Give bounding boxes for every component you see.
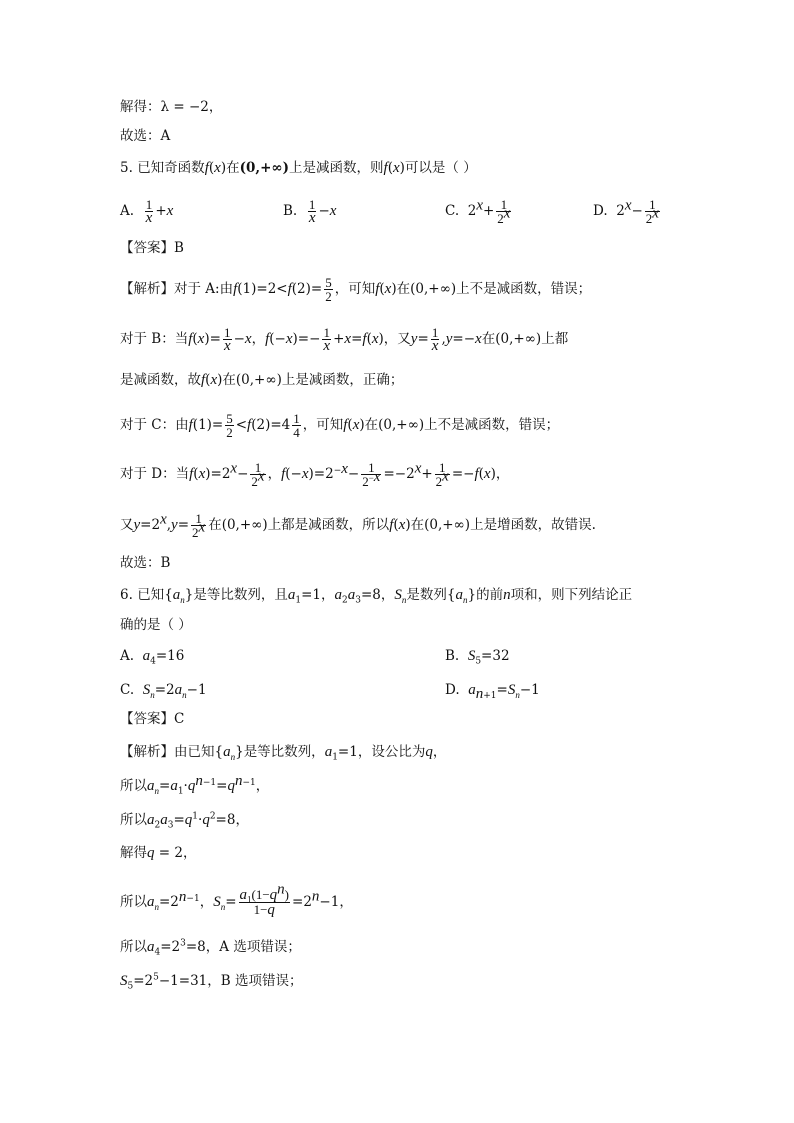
option-d: D. $a_{n+1}=S_n-1$ xyxy=(445,682,540,702)
analysis-line: 对于 D：当$f(x)=2^x-$ $\frac{1}{2^x}$ ，$f(-x)=2^{-x}-$ $\frac{1}{2^{-x}}$ $=-2^x+$ $\frac{1}{2^x}$ =−f(x)， xyxy=(120,460,510,489)
analysis-line: 解得q = 2， xyxy=(120,845,197,861)
analysis-line: 对于 B：当f(x)= $\frac{1}{x}$ −x，f(−x)=− $\frac{1}{x}$ +x=f(x)，又y= $\frac{1}{x}$ ,y=−x在(0,+∞)上都 xyxy=(120,325,569,354)
option-c: C. $2^x+$ $\frac{1}{2^x}$ xyxy=(445,197,511,226)
analysis-line: 所以$a_2a_3=q^1\cdot q^2=8$， xyxy=(120,811,249,831)
analysis-line: 是减函数，故f(x)在(0,+∞)上是减函数，正确； xyxy=(120,372,404,388)
analysis-line: 所以$a_n=a_1\cdot q^{n-1}=q^{n-1}$， xyxy=(120,772,270,797)
analysis-line: 对于 C：由f(1)= $\frac{5}{2}$ <f(2)=4 $\frac{1}{4}$ ，可知f(x)在(0,+∞)上不是减函数，错误； xyxy=(120,411,560,440)
text-line: 故选：A xyxy=(120,128,171,144)
question-5-stem: 5. 已知奇函数f(x)在(0,+∞)上是减函数，则f(x)可以是（ ） xyxy=(120,160,477,176)
question-6-stem: 6. 已知$\{a_n\}$是等比数列，且$a_1=1$，$a_2a_3=8$，$S_n$是数列$\{a_n\}$的前n项和，则下列结论正 xyxy=(120,587,633,606)
question-6-stem: 确的是（ ） xyxy=(120,617,192,633)
option-d: D. $2^x-$ $\frac{1}{2^x}$ xyxy=(593,197,659,226)
text-line: 解得：λ = −2， xyxy=(120,99,223,115)
answer-label: 【答案】C xyxy=(120,711,185,727)
option-a: A. $a_4=16$ xyxy=(120,648,185,667)
analysis-line: 又$y=2^x,y=$ $\frac{1}{2^x}$ 在(0,+∞)上都是减函数，所以f(x)在(0,+∞)上是增函数，故错误. xyxy=(120,511,596,540)
analysis-line: 【解析】由已知$\{a_n\}$是等比数列，$a_1=1$，设公比为q， xyxy=(120,744,447,763)
text-line: 故选：B xyxy=(120,555,171,571)
option-b: B. $\frac{1}{x}$ −x xyxy=(283,197,337,226)
option-b: B. $S_5=32$ xyxy=(445,648,510,667)
option-a: A. $\frac{1}{x}$ +x xyxy=(120,197,174,226)
analysis-line: 【解析】对于 A:由f(1)=2<f(2)= $\frac{5}{2}$ ，可知f(x)在(0,+∞)上不是减函数，错误； xyxy=(120,275,592,304)
answer-label: 【答案】B xyxy=(120,240,184,256)
analysis-line: 所以$a_4=2^3=8$，A 选项错误； xyxy=(120,938,301,958)
analysis-line: $S_5=2^5-1=31$，B 选项错误； xyxy=(120,972,303,992)
option-c: C. $S_n=2a_n-1$ xyxy=(120,682,207,700)
analysis-line: 所以$a_n=2^{n-1}$，$S_n=$ $\frac{a_1(1-q^n)}{1-q}$ $=2^n-1$， xyxy=(120,881,353,918)
